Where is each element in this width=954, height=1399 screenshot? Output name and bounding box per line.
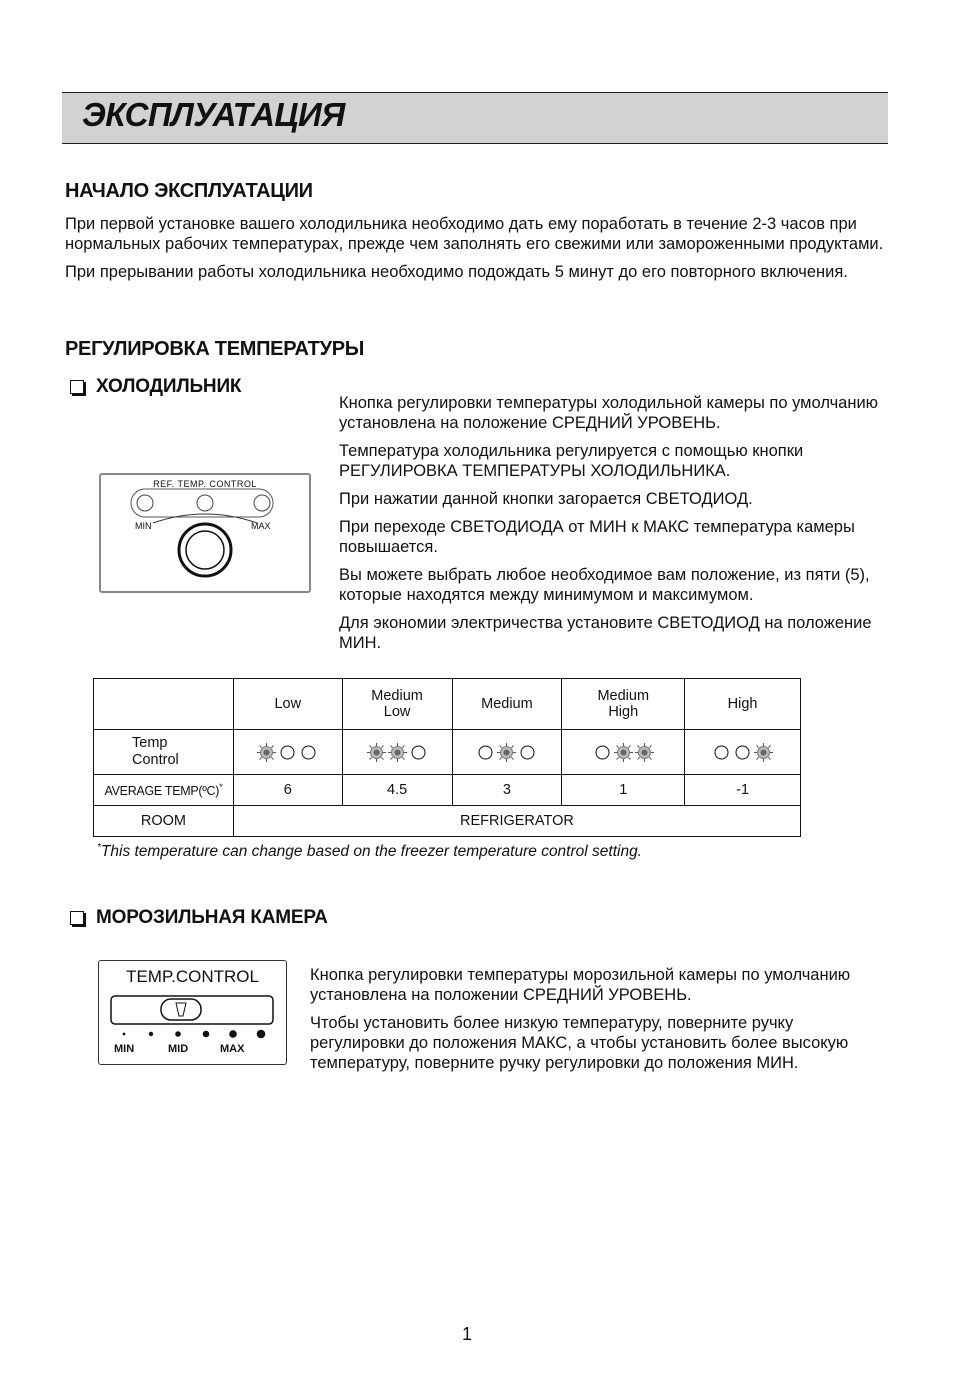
fridge-control-panel bbox=[99, 473, 311, 593]
header-line: Low bbox=[274, 696, 302, 712]
led-off-icon bbox=[298, 742, 319, 763]
led-indicator-cell bbox=[562, 730, 685, 775]
led-on-icon bbox=[387, 742, 408, 763]
led-indicator-cell bbox=[452, 730, 562, 775]
footnote-text: This temperature can change based on the freezer temperature control setting. bbox=[100, 843, 642, 861]
led-off-icon bbox=[711, 742, 732, 763]
table-footnote bbox=[97, 842, 642, 861]
paragraph: Температура холодильника регулируется с помощью кнопки РЕГУЛИРОВКА ТЕМПЕРАТУРЫ ХОЛОДИЛЬНИКА. bbox=[339, 442, 804, 480]
header-line: Medium bbox=[371, 688, 423, 704]
paragraph: При прерывании работы холодильника необходимо подождать 5 минут до его повторного включения. bbox=[65, 263, 848, 281]
table-header-cell bbox=[452, 679, 562, 730]
led-off-icon bbox=[732, 742, 753, 763]
led-on-icon bbox=[496, 742, 517, 763]
paragraph: При переходе СВЕТОДИОДА от МИН к МАКС температура камеры повышается. bbox=[339, 518, 855, 556]
paragraph: При нажатии данной кнопки загорается СВЕТОДИОД. bbox=[339, 490, 753, 508]
checkbox-square-icon bbox=[70, 911, 84, 925]
section-start-text bbox=[65, 214, 885, 290]
table-header-cell bbox=[685, 679, 801, 730]
led-indicator-cell bbox=[342, 730, 452, 775]
row-label-room: ROOM bbox=[94, 806, 234, 837]
freezer-panel-max-label: MAX bbox=[220, 1043, 245, 1055]
table-cell: 3 bbox=[452, 775, 562, 806]
avg-label-asterisk: * bbox=[219, 781, 223, 792]
paragraph: Чтобы установить более низкую температуру, поверните ручку регулировки до положения МАКС, а чтобы установить более высокую температуру, поверните ручку регулировки до положения МИН. bbox=[310, 1014, 849, 1072]
fridge-text bbox=[339, 393, 889, 661]
page-title: ЭКСПЛУАТАЦИЯ bbox=[82, 96, 345, 133]
led-off-icon bbox=[517, 742, 538, 763]
footnote-asterisk: * bbox=[97, 842, 101, 853]
table-header-cell bbox=[562, 679, 685, 730]
table-header-cell bbox=[342, 679, 452, 730]
paragraph: При первой установке вашего холодильника необходимо дать ему поработать в течение 2-3 часов при нормальных рабочих температурах, прежде чем заполнять его свежими или замороженными продуктами. bbox=[65, 215, 884, 253]
led-off-icon bbox=[592, 742, 613, 763]
table-cell: 6 bbox=[233, 775, 342, 806]
header-line: High bbox=[608, 704, 639, 720]
table-corner-cell bbox=[94, 679, 234, 730]
table-row-control bbox=[94, 730, 801, 775]
row-label-average-temp bbox=[94, 775, 234, 806]
table-cell: -1 bbox=[685, 775, 801, 806]
table-cell-room-value: REFRIGERATOR bbox=[233, 806, 800, 837]
paragraph: Вы можете выбрать любое необходимое вам положение, из пяти (5), которые находятся между минимумом и максимумом. bbox=[339, 566, 870, 604]
avg-label-text: AVERAGE TEMP(ºC) bbox=[104, 784, 220, 799]
led-off-icon bbox=[277, 742, 298, 763]
paragraph: Кнопка регулировки температуры морозильной камеры по умолчанию установлена на положении СРЕДНИЙ УРОВЕНЬ. bbox=[310, 966, 851, 1004]
table-header-cell bbox=[233, 679, 342, 730]
header-line: High bbox=[727, 696, 758, 712]
led-on-icon bbox=[634, 742, 655, 763]
checkbox-square-icon bbox=[70, 380, 84, 394]
freezer-heading bbox=[70, 907, 328, 929]
led-on-icon bbox=[613, 742, 634, 763]
table-row-avg bbox=[94, 775, 801, 806]
fridge-panel-label: REF. TEMP. CONTROL bbox=[153, 479, 257, 489]
temp-table bbox=[93, 678, 801, 837]
led-on-icon bbox=[753, 742, 774, 763]
header-line: Medium bbox=[597, 688, 650, 704]
fridge-panel-min-label: MIN bbox=[135, 521, 152, 531]
table-cell: 1 bbox=[562, 775, 685, 806]
row-label-temp-control bbox=[94, 730, 234, 775]
led-off-icon bbox=[408, 742, 429, 763]
freezer-panel-label: TEMP.CONTROL bbox=[126, 967, 259, 986]
led-on-icon bbox=[366, 742, 387, 763]
freezer-text bbox=[310, 965, 890, 1081]
freezer-panel-min-label: MIN bbox=[114, 1043, 135, 1055]
header-line: Low bbox=[383, 704, 411, 720]
row-label-line: Temp bbox=[132, 735, 168, 751]
section-temp-heading: РЕГУЛИРОВКА ТЕМПЕРАТУРЫ bbox=[65, 338, 365, 360]
header-banner bbox=[62, 92, 888, 144]
fridge-panel-drawing bbox=[101, 475, 309, 591]
header-line: Medium bbox=[481, 696, 533, 712]
freezer-panel-mid-label: MID bbox=[168, 1043, 189, 1055]
led-indicator-cell bbox=[685, 730, 801, 775]
led-indicator-cell bbox=[233, 730, 342, 775]
page-number: 1 bbox=[462, 1324, 473, 1344]
fridge-heading-label: ХОЛОДИЛЬНИК bbox=[96, 376, 242, 397]
freezer-control-panel bbox=[98, 960, 287, 1065]
section-start-heading: НАЧАЛО ЭКСПЛУАТАЦИИ bbox=[65, 180, 313, 202]
led-off-icon bbox=[475, 742, 496, 763]
fridge-panel-max-label: MAX bbox=[251, 521, 271, 531]
table-header-row bbox=[94, 679, 801, 730]
led-on-icon bbox=[256, 742, 277, 763]
table-row-room bbox=[94, 806, 801, 837]
paragraph: Для экономии электричества установите СВЕТОДИОД на положение МИН. bbox=[339, 614, 872, 652]
row-label-line: Control bbox=[132, 752, 179, 768]
fridge-heading bbox=[70, 376, 241, 398]
table-cell: 4.5 bbox=[342, 775, 452, 806]
freezer-heading-label: МОРОЗИЛЬНАЯ КАМЕРА bbox=[96, 907, 328, 928]
paragraph: Кнопка регулировки температуры холодильной камеры по умолчанию установлена на положение СРЕДНИЙ УРОВЕНЬ. bbox=[339, 394, 879, 432]
